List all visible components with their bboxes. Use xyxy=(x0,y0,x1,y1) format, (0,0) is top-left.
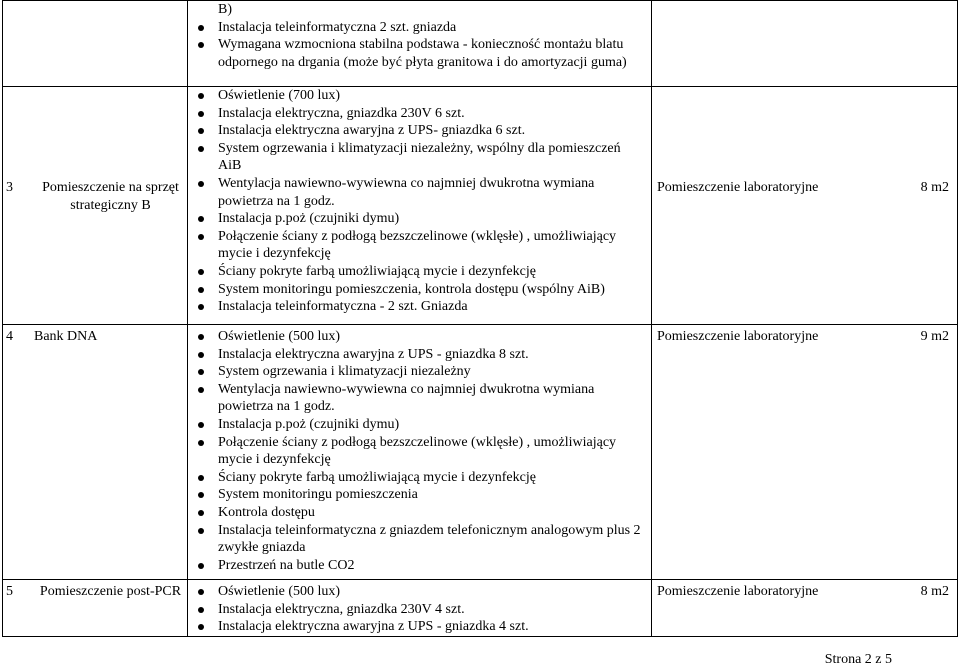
row-number: 5 xyxy=(6,584,13,600)
list-item: Wentylacja nawiewno-wywiewna co najmniej dwukrotna wymiana powietrza na 1 godz. xyxy=(188,381,645,416)
list-item: Instalacja elektryczna awaryjna z UPS - gniazdka 8 szt. xyxy=(188,346,645,364)
row-number: 4 xyxy=(6,329,13,345)
room-cell xyxy=(652,580,958,637)
requirements-table xyxy=(2,0,958,637)
requirements-list xyxy=(188,19,651,72)
list-item: Wymagana wzmocniona stabilna podstawa - konieczność montażu blatu odpornego na drgania (może być płyta granitowa i do amortyzacji guma) xyxy=(188,36,645,71)
list-item: System ogrzewania i klimatyzacji niezależny, wspólny dla pomieszczeń AiB xyxy=(188,140,645,175)
list-item: Połączenie ściany z podłogą bezszczelinowe (wklęsłe) , umożliwiający mycie i dezynfekcję xyxy=(188,228,645,263)
table-row xyxy=(3,325,958,580)
room-cell xyxy=(652,87,958,325)
list-item: Instalacja elektryczna awaryjna z UPS- gniazdka 6 szt. xyxy=(188,122,645,140)
requirements-cell xyxy=(188,87,652,325)
room-name: Pomieszczenie na sprzęt strategiczny B xyxy=(42,180,179,213)
room-name: Pomieszczenie post-PCR xyxy=(39,584,182,600)
room-area: 8 m2 xyxy=(920,584,949,600)
requirements-list xyxy=(188,87,651,316)
room-area: 9 m2 xyxy=(920,329,949,345)
list-item: Instalacja elektryczna awaryjna z UPS - gniazdka 4 szt. xyxy=(188,618,645,636)
list-item: System monitoringu pomieszczenia, kontrola dostępu (wspólny AiB) xyxy=(188,281,645,299)
list-item: Instalacja teleinformatyczna 2 szt. gniazda xyxy=(188,19,645,37)
list-item: Instalacja p.poż (czujniki dymu) xyxy=(188,210,645,228)
table-row xyxy=(3,580,958,637)
room-name: Bank DNA xyxy=(34,329,98,345)
room-type: Pomieszczenie laboratoryjne xyxy=(657,329,819,345)
list-item: Instalacja elektryczna, gniazdka 230V 4 szt. xyxy=(188,601,645,619)
page-number: Strona 2 z 5 xyxy=(824,652,892,667)
list-item: Instalacja p.poż (czujniki dymu) xyxy=(188,416,645,434)
room-type: Pomieszczenie laboratoryjne xyxy=(657,180,819,196)
list-item: Przestrzeń na butle CO2 xyxy=(188,557,645,575)
list-item: Instalacja elektryczna, gniazdka 230V 6 szt. xyxy=(188,105,645,123)
room-cell xyxy=(652,325,958,580)
table-row-continuation xyxy=(3,1,958,87)
requirements-list xyxy=(188,583,651,636)
list-item: Oświetlenie (700 lux) xyxy=(188,87,645,105)
list-item: Ściany pokryte farbą umożliwiającą mycie i dezynfekcję xyxy=(188,469,645,487)
requirements-cell xyxy=(188,325,652,580)
requirements-list xyxy=(188,328,651,574)
list-item: Połączenie ściany z podłogą bezszczelinowe (wklęsłe) , umożliwiający mycie i dezynfekcję xyxy=(188,434,645,469)
list-item: Oświetlenie (500 lux) xyxy=(188,583,645,601)
section-heading: B) xyxy=(218,2,232,17)
list-item: Ściany pokryte farbą umożliwiającą mycie i dezynfekcję xyxy=(188,263,645,281)
list-item: Kontrola dostępu xyxy=(188,504,645,522)
name-cell-empty xyxy=(3,1,188,87)
table-row xyxy=(3,87,958,325)
list-item: Instalacja teleinformatyczna - 2 szt. Gniazda xyxy=(188,298,645,316)
room-type: Pomieszczenie laboratoryjne xyxy=(657,584,819,600)
list-item: Wentylacja nawiewno-wywiewna co najmniej dwukrotna wymiana powietrza na 1 godz. xyxy=(188,175,645,210)
list-item: Oświetlenie (500 lux) xyxy=(188,328,645,346)
name-cell xyxy=(3,325,188,580)
name-cell xyxy=(3,87,188,325)
room-area: 8 m2 xyxy=(920,180,949,196)
name-cell xyxy=(3,580,188,637)
list-item: System ogrzewania i klimatyzacji niezależny xyxy=(188,363,645,381)
requirements-cell xyxy=(188,580,652,637)
list-item: Instalacja teleinformatyczna z gniazdem telefonicznym analogowym plus 2 zwykłe gniazda xyxy=(188,522,645,557)
list-item: System monitoringu pomieszczenia xyxy=(188,486,645,504)
room-cell-empty xyxy=(652,1,958,87)
requirements-cell xyxy=(188,1,652,87)
row-number: 3 xyxy=(6,180,13,196)
